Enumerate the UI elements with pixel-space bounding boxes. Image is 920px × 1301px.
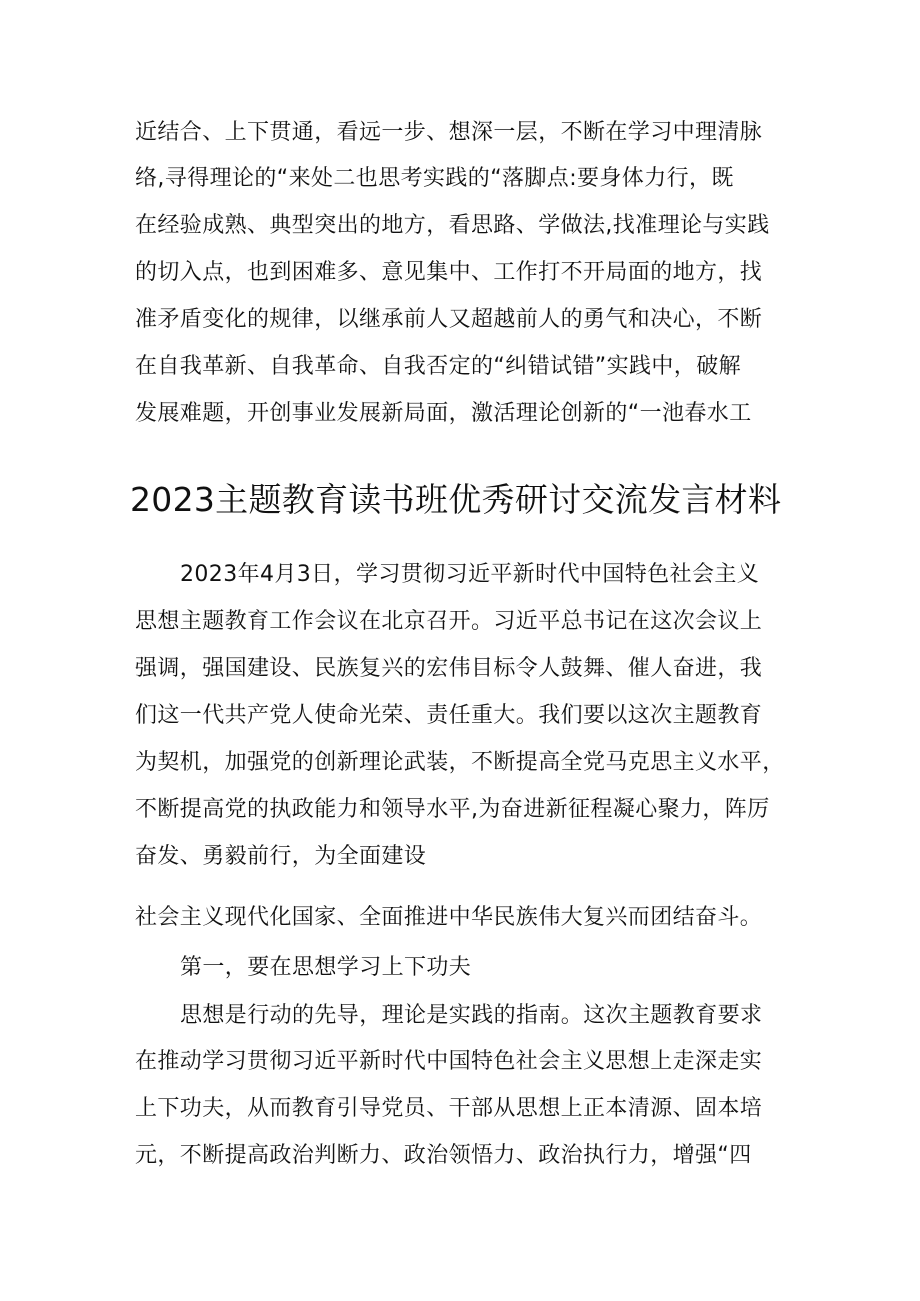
top-paragraph-line-3: 在经验成熟、典型突出的地方，看思路、学做法,找准理论与实践 [135, 213, 770, 238]
top-paragraph-line-5: 准矛盾变化的规律，以继承前人又超越前人的勇气和决心，不断 [135, 307, 763, 332]
section-paragraph-line-2: 在推动学习贯彻习近平新时代中国特色社会主义思想上走深走实 [135, 1049, 763, 1074]
intro-paragraph-line-6: 不断提高党的执政能力和领导水平,为奋进新征程凝心聚力，阵厉 [135, 797, 770, 822]
intro-paragraph-line-3: 强调，强国建设、民族复兴的宏伟目标令人鼓舞、催人奋进，我 [135, 656, 763, 681]
section-paragraph-line-3: 上下功夫，从而教育引导党员、干部从思想上正本清源、固本培 [135, 1096, 763, 1121]
intro-paragraph-line-1: 2023年4月3日，学习贯彻习近平新时代中国特色社会主义 [180, 562, 760, 587]
section-heading: 第一，要在思想学习上下功夫 [180, 955, 472, 980]
top-paragraph-line-2: 络,寻得理论的“来处二也思考实践的“落脚点:要身体力行，既 [135, 166, 734, 191]
continuation-line: 社会主义现代化国家、全面推进中华民族伟大复兴而团结奋斗。 [135, 905, 763, 930]
intro-paragraph-line-5: 为契机，加强党的创新理论武装，不断提高全党马克思主义水平， [135, 750, 785, 775]
document-title: 2023主题教育读书班优秀研讨交流发言材料 [130, 480, 782, 519]
intro-paragraph-line-7: 奋发、勇毅前行，为全面建设 [135, 844, 427, 869]
intro-paragraph-line-4: 们这一代共产党人使命光荣、责任重大。我们要以这次主题教育 [135, 703, 763, 728]
section-paragraph-line-4: 元，不断提高政治判断力、政治领悟力、政治执行力，增强“四 [135, 1143, 752, 1168]
top-paragraph-line-1: 近结合、上下贯通，看远一步、想深一层，不断在学习中理清脉 [135, 120, 763, 145]
section-paragraph-line-1: 思想是行动的先导，理论是实践的指南。这次主题教育要求 [180, 1003, 763, 1028]
top-paragraph-line-7: 发展难题，开创事业发展新局面，激活理论创新的“一池春水工 [135, 401, 752, 426]
top-paragraph-line-6: 在自我革新、自我革命、自我否定的“纠错试错”实践中，破解 [135, 354, 741, 379]
intro-paragraph-line-2: 思想主题教育工作会议在北京召开。习近平总书记在这次会议上 [135, 609, 763, 634]
top-paragraph-line-4: 的切入点，也到困难多、意见集中、工作打不开局面的地方，找 [135, 260, 763, 285]
